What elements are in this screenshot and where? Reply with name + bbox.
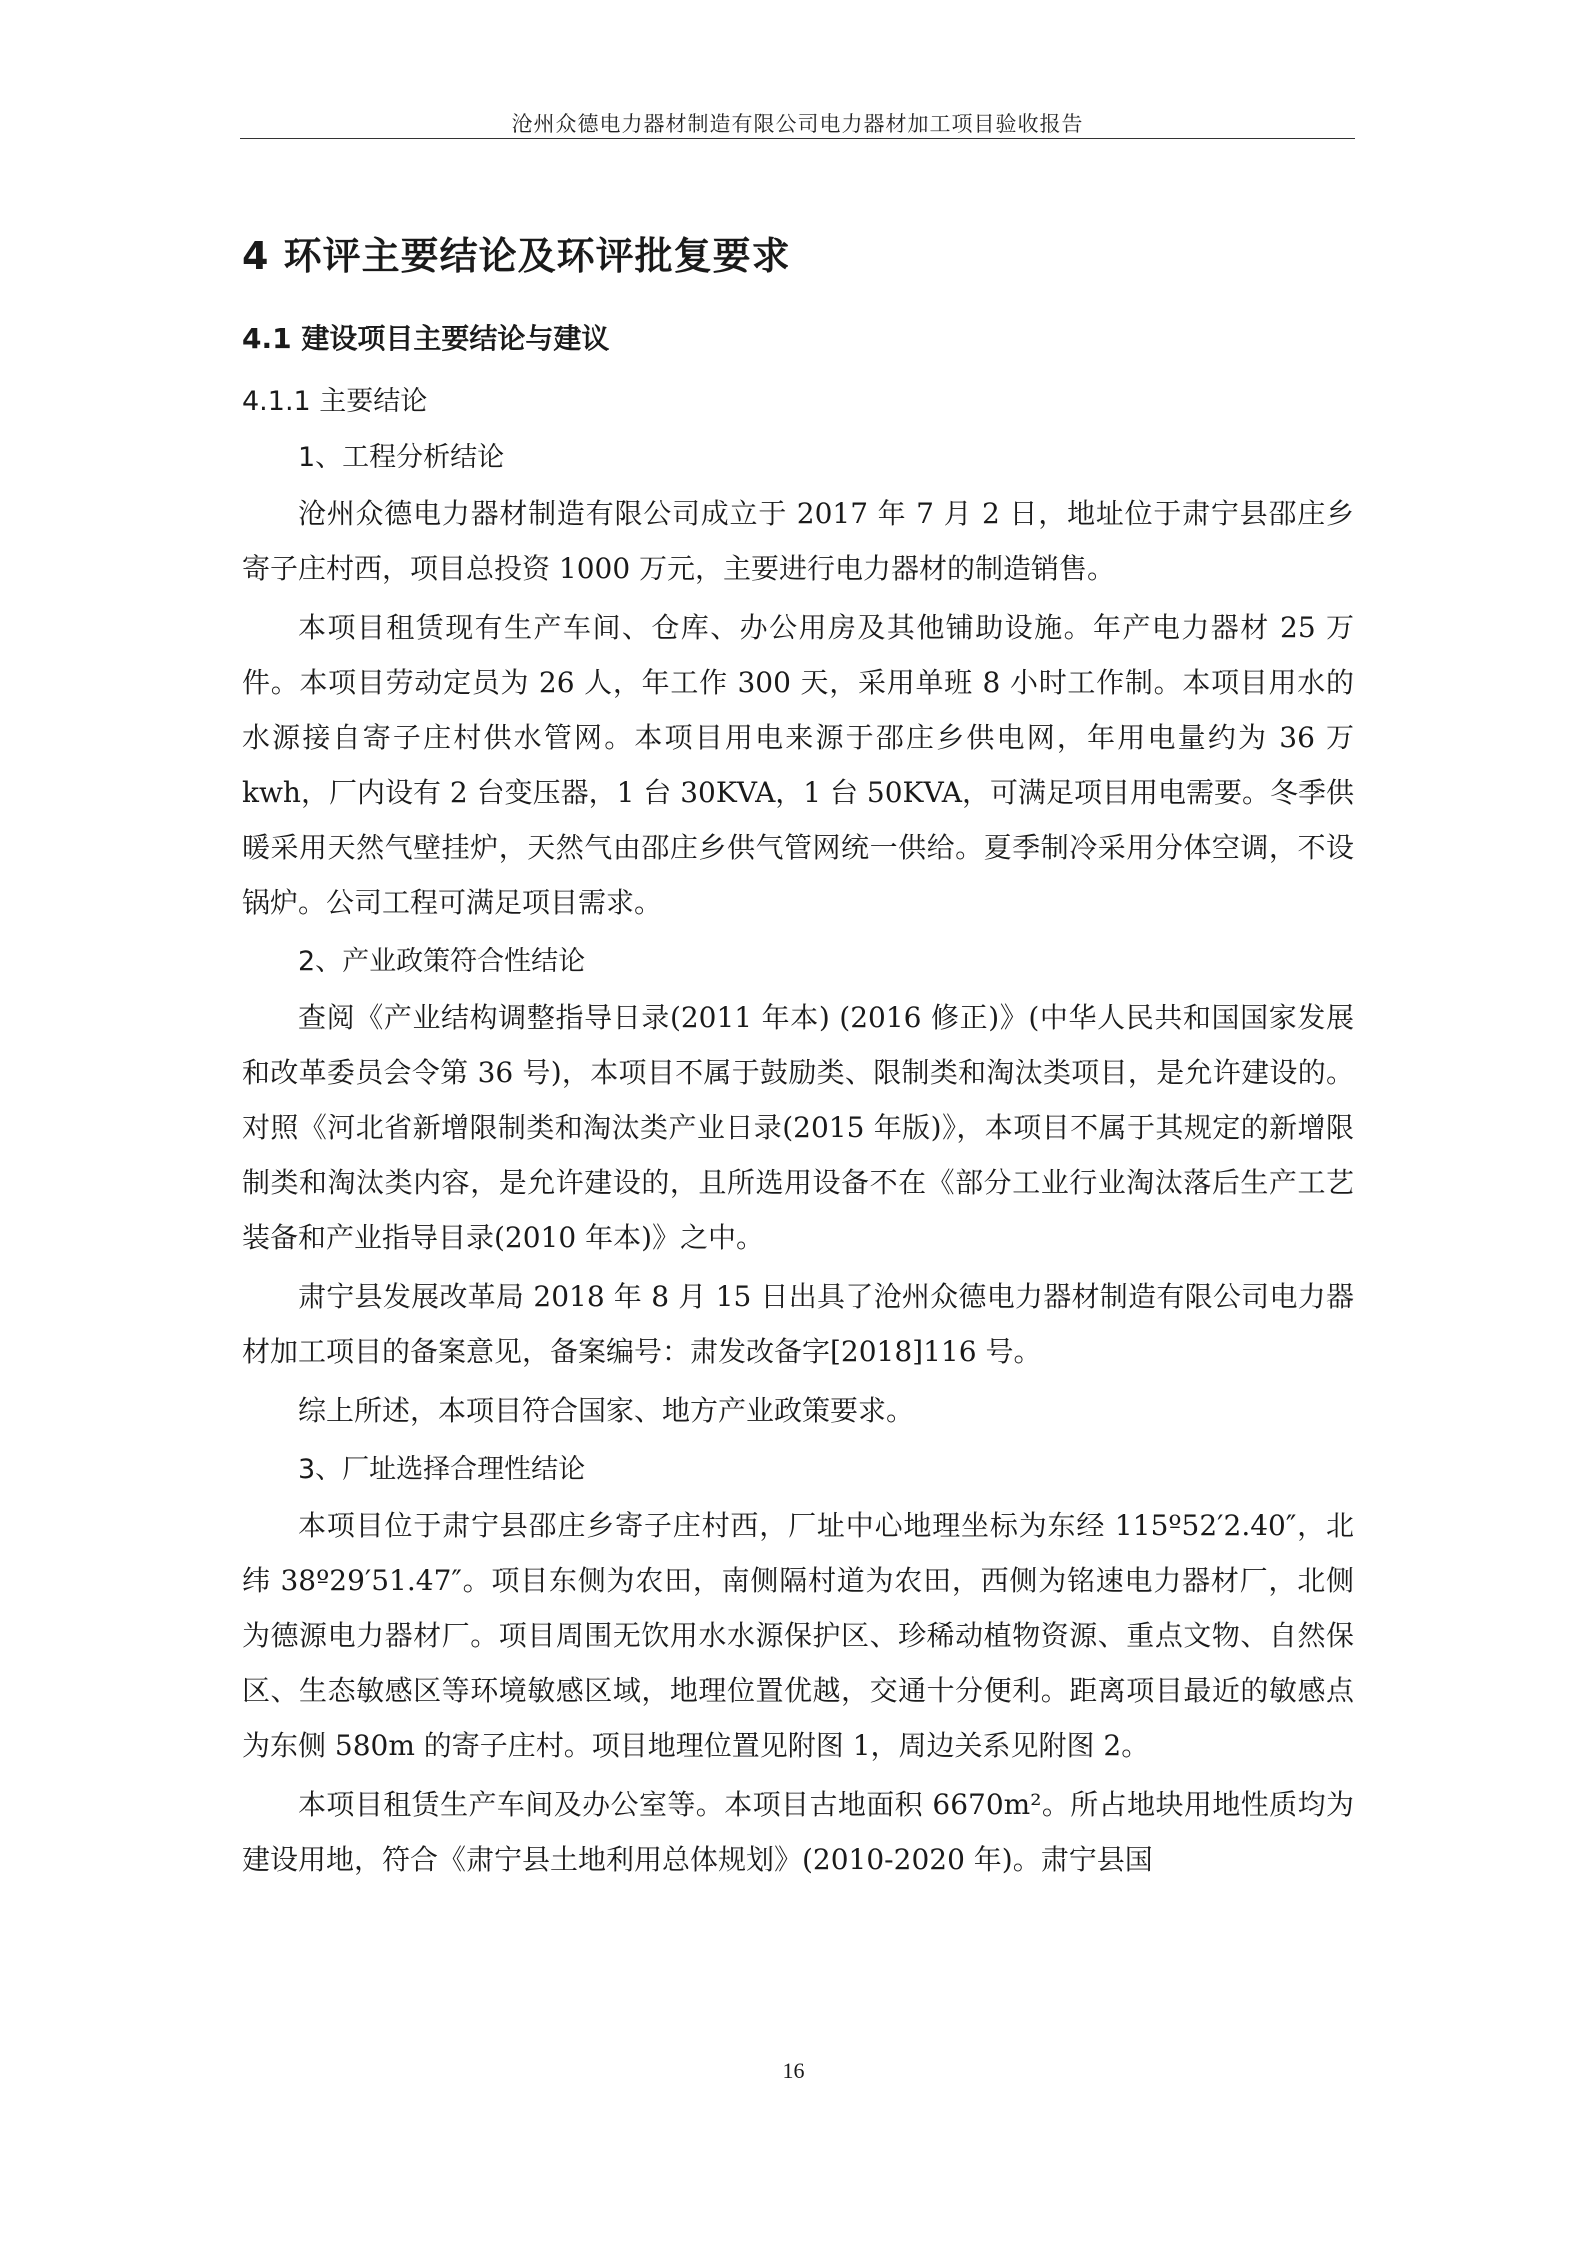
paragraph-project-details: 本项目租赁现有生产车间、仓库、办公用房及其他铺助设施。年产电力器材 25 万件。本项目劳动定员为 26 人，年工作 300 天，采用单班 8 小时工作制。本项目用水的水源接自寄子庄村供水管网。本项目用电来源于邵庄乡供电网，年用电量约为 36 万 kwh，厂内设有 2 台变压器，1 台 30KVA，1 台 50KVA，可满足项目用电需要。冬季供暖采用天然气壁挂炉，天然气由邵庄乡供气管网统一供给。夏季制冷采用分体空调，不设锅炉。公司工程可满足项目需求。 [242, 611, 1354, 919]
subsection-heading: 4.1 建设项目主要结论与建议 [242, 322, 610, 355]
list-item-site-selection: 3、厂址选择合理性结论 [298, 1454, 586, 1485]
list-item-policy-compliance: 2、产业政策符合性结论 [298, 946, 586, 977]
header-rule [240, 138, 1355, 139]
section-heading: 4 环评主要结论及环评批复要求 [242, 234, 791, 278]
list-item-engineering-analysis: 1、工程分析结论 [298, 442, 505, 473]
paragraph-site-location: 本项目位于肃宁县邵庄乡寄子庄村西，厂址中心地理坐标为东经 115º52′2.40″，北纬 38º29′51.47″。项目东侧为农田，南侧隔村道为农田，西侧为铭速电力器材厂，北侧为德源电力器材厂。项目周围无饮用水水源保护区、珍稀动植物资源、重点文物、自然保区、生态敏感区等环境敏感区域，地理位置优越，交通十分便利。距离项目最近的敏感点为东侧 580m 的寄子庄村。项目地理位置见附图 1，周边关系见附图 2。 [242, 1509, 1354, 1762]
page-content [242, 220, 1354, 1891]
paragraph-company-intro: 沧州众德电力器材制造有限公司成立于 2017 年 7 月 2 日，地址位于肃宁县邵庄乡寄子庄村西，项目总投资 1000 万元，主要进行电力器材的制造销售。 [242, 497, 1354, 585]
paragraph-filing-opinion: 肃宁县发展改革局 2018 年 8 月 15 日出具了沧州众德电力器材制造有限公司电力器材加工项目的备案意见，备案编号：肃发改备字[2018]116 号。 [242, 1280, 1354, 1368]
running-header: 沧州众德电力器材制造有限公司电力器材加工项目验收报告 [511, 112, 1084, 136]
paragraph-policy-summary: 综上所述，本项目符合国家、地方产业政策要求。 [298, 1394, 915, 1427]
paragraph-policy-review: 查阅《产业结构调整指导日录(2011 年本) (2016 修正)》(中华人民共和国国家发展和改革委员会令第 36 号)，本项目不属于鼓励类、限制类和淘汰类项目，是允许建设的。对照《河北省新增限制类和淘汰类产业日录(2015 年版)》，本项目不属于其规定的新增限制类和淘汰类内容，是允许建设的，且所选用设备不在《部分工业行业淘汰落后生产工艺装备和产业指导目录(2010 年本)》之中。 [242, 1001, 1354, 1254]
subsubsection-heading: 4.1.1 主要结论 [242, 386, 428, 417]
page-number: 16 [782, 2058, 805, 2083]
paragraph-land-use: 本项目租赁生产车间及办公室等。本项目古地面积 6670m²。所占地块用地性质均为建设用地，符合《肃宁县土地利用总体规划》(2010-2020 年)。肃宁县国 [242, 1788, 1354, 1876]
